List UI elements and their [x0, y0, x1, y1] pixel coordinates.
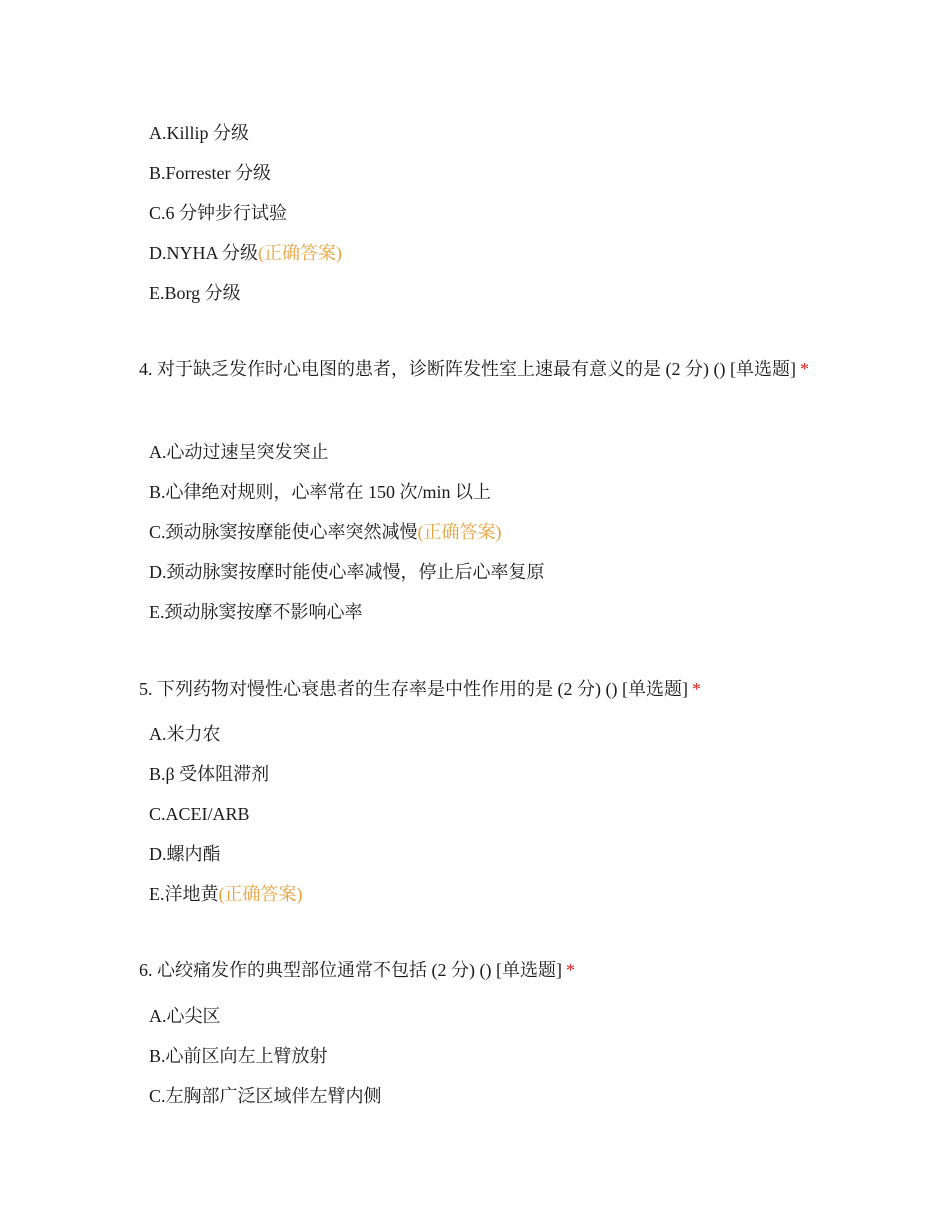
option-q4-a: A.心动过速呈突发突止: [149, 442, 329, 462]
option-q3-c: C.6 分钟步行试验: [149, 203, 288, 223]
option-q3-d: D.NYHA 分级(正确答案): [149, 243, 343, 263]
option-q6-c: C.左胸部广泛区域伴左臂内侧: [149, 1086, 382, 1106]
required-marker: *: [691, 679, 701, 699]
correct-answer-tag: (正确答案): [258, 243, 343, 263]
option-q5-e: E.洋地黄(正确答案): [149, 884, 303, 904]
correct-answer-tag: (正确答案): [417, 522, 502, 542]
option-q3-e: E.Borg 分级: [149, 283, 241, 303]
option-q5-d: D.螺内酯: [149, 844, 221, 864]
option-q5-a: A.米力农: [149, 724, 221, 744]
question-4-title: 4. 对于缺乏发作时心电图的患者，诊断阵发性室上速最有意义的是 (2 分) () [单选题] *: [139, 359, 809, 379]
option-q4-c: C.颈动脉窦按摩能使心率突然减慢(正确答案): [149, 522, 502, 542]
option-q4-b: B.心律绝对规则，心率常在 150 次/min 以上: [149, 482, 492, 502]
required-marker: *: [799, 359, 809, 379]
option-q6-b: B.心前区向左上臂放射: [149, 1046, 328, 1066]
option-q3-a: A.Killip 分级: [149, 123, 250, 143]
question-5-title: 5. 下列药物对慢性心衰患者的生存率是中性作用的是 (2 分) () [单选题] *: [139, 679, 701, 699]
option-q5-b: B.β 受体阻滞剂: [149, 764, 270, 784]
option-q3-b: B.Forrester 分级: [149, 163, 271, 183]
option-q6-a: A.心尖区: [149, 1006, 221, 1026]
option-q4-d: D.颈动脉窦按摩时能使心率减慢，停止后心率复原: [149, 562, 545, 582]
option-q5-c: C.ACEI/ARB: [149, 804, 250, 824]
correct-answer-tag: (正确答案): [218, 884, 303, 904]
question-6-title: 6. 心绞痛发作的典型部位通常不包括 (2 分) () [单选题] *: [139, 960, 575, 980]
option-q4-e: E.颈动脉窦按摩不影响心率: [149, 602, 363, 622]
required-marker: *: [565, 960, 575, 980]
